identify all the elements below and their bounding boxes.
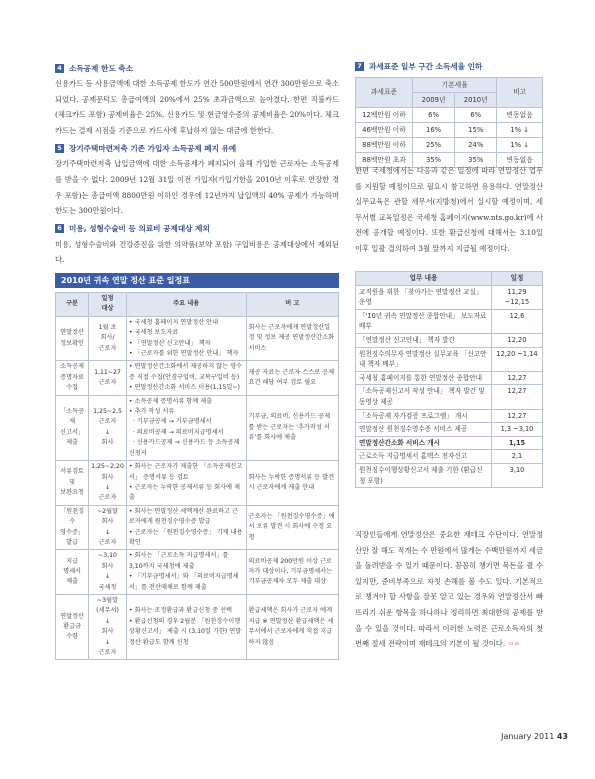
biz-task: 근로소득 지급명세서 홈택스 전자신고 (356, 450, 492, 464)
section-6-body: 미용, 성형수술비와 건강증진을 위한 의약품(보약 포함) 구입비용은 공제대상에서 제외된다. (55, 239, 339, 265)
tax-cell-y2010: 35% (455, 153, 497, 168)
header-date: 일정 (492, 272, 543, 286)
schedule-row (56, 316, 339, 361)
schedule-header-row (56, 293, 339, 317)
tax-cell-base: 88백만원 초과 (356, 153, 413, 168)
schedule-row (56, 550, 339, 595)
right-paragraph-2 (355, 527, 543, 653)
main-item: • 근로자는 「원천징수영수증」 기재 내용 확인 (128, 528, 245, 546)
tax-cell-base: 88백만원 이하 (356, 138, 413, 153)
schedule-line: 1,25~2,20 (91, 463, 124, 471)
row-gubun: 지급 명세서 제출 (56, 550, 89, 595)
biz-date: 12,20 ~1,14 (492, 347, 543, 371)
main-item: • 「근로자를 위한 연말정산 안내」 책자 (128, 350, 239, 358)
page-footer (501, 732, 568, 741)
biz-task: 「소득공제신고서 작성 안내」 책자 발간 및 동영상 제공 (356, 385, 492, 409)
schedule-line: 1,25~2,5 (93, 408, 122, 416)
right-paragraph-2-text: 직장인들에게 연말정산은 중요한 재테크 수단이다. 연말정산만 잘 해도 적게는 수 만원에서 많게는 수백만원까지 세금을 돌려받을 수 있기 때문이다. 꼼꼼히 챙기면 목돈을 쥘 수 있지만, 준비부족으로 자칫 손해를 볼 수도 있다. 기본적으로 챙겨야 할 사항을 잘못 알고 있는 경우와 연말정산서 빠뜨리기 쉬운 항목을 하나하나 정리하면 최대한의 공제를 받을 수 있을 것이다. 따라서 이러한 노력은 근로소득자의 첫 번째 절세 전략이며 재테크의 기본이 될 것이다. (355, 530, 543, 649)
section-7-heading (355, 60, 543, 72)
schedule-line: ~3,10 (98, 552, 117, 560)
biz-row (356, 333, 543, 347)
biz-row (356, 385, 543, 409)
tax-cell-base: 12백만원 이하 (356, 108, 413, 123)
row-note: 근로자는 「원천징수영수증」에서 오류 발견 시 회사에 수정 요청 (246, 505, 338, 550)
biz-date: 1,15 (492, 436, 543, 450)
tax-cell-note: 변동없음 (497, 108, 543, 123)
row-main (126, 395, 246, 460)
row-schedule (89, 594, 127, 659)
biz-body (356, 285, 543, 488)
row-schedule (89, 316, 127, 361)
section-4-body: 신용카드 등 사용금액에 대한 소득공제 한도가 연간 500만원에서 연간 300만원으로 축소되었다. 공제문턱도 총급여액의 20%에서 25% 초과금액으로 높아졌다. 한편 직불카드(체크카드 포함) 공제비율은 25%, 신용카드 및 현금영수증의 공제비율은 20%이다. 체크카드는 결제 시점을 기준으로 카드사에 후납하지 않는 대금에 한한다. (55, 79, 339, 135)
tax-cell-note: 1% ↓ (497, 138, 543, 153)
row-note: 환급세액은 회사가 근로자 에게 지급 ※ 연말정산 환급세액은 세무서에서 근로자에게 직접 지급하지 않음 (246, 594, 338, 659)
tax-cell-y2009: 35% (413, 153, 455, 168)
row-schedule (89, 395, 127, 460)
tax-row (356, 108, 543, 123)
section-number: 7 (355, 62, 364, 71)
row-gubun: 서류검토 및 보완요청 (56, 461, 89, 506)
biz-task: 연말정산 원천징수영수증 서비스 제공 (356, 423, 492, 437)
biz-date: 3,10 (492, 463, 543, 487)
biz-task: 원천징수이행상황신고서 제출 기한 (환급신청 포함) (356, 463, 492, 487)
section-title: 과세표준 일부 구간 소득세율 인하 (369, 61, 483, 71)
row-main (126, 461, 246, 506)
tax-cell-y2010: 15% (455, 123, 497, 138)
section-title: 장기주택마련저축 기존 가입자 소득공제 폐지 유예 (69, 143, 237, 153)
section-7-heading-wrap (355, 60, 543, 72)
schedule-line: 회사 ↓ 국세청 (98, 562, 117, 591)
schedule-row (56, 361, 339, 395)
biz-date: 1,3 ~3,10 (492, 423, 543, 437)
biz-date: 12,27 (492, 409, 543, 423)
main-item: • 국세청 홈페이지 연말정산 안내 (128, 318, 219, 326)
biz-date: 2,1 (492, 450, 543, 464)
biz-row (356, 463, 543, 487)
biz-row (356, 450, 543, 464)
header-gubun: 구분 (56, 293, 89, 317)
schedule-line: 1,11~27 (94, 368, 121, 376)
row-main (126, 316, 246, 361)
row-schedule (89, 505, 127, 550)
main-item: • 근로자는 누락한 공제서류 등 회사에 제출 (128, 483, 240, 502)
section-title: 미용, 성형수술비 등 의료비 공제대상 제외 (69, 224, 210, 234)
schedule-line: (세무서) ↓ 회사 ↓ 근로자 (96, 607, 119, 656)
tax-row (356, 138, 543, 153)
row-note: 제공 자료는 근로자 스스로 공제 요건 해당 여부 검토 필요 (246, 361, 338, 395)
biz-row (356, 347, 543, 371)
header-schedule: 일정 대상 (89, 293, 127, 317)
tax-cell-y2010: 24% (455, 138, 497, 153)
main-item: • 「기부금명세서」와 「의료비지급명세서」를 전산매체로 함께 제출 (128, 573, 239, 591)
schedule-line: ~3월말 (96, 596, 119, 604)
biz-date: 12,20 (492, 333, 543, 347)
schedule-body (56, 316, 339, 660)
biz-row (356, 309, 543, 333)
tax-cell-y2009: 6% (413, 108, 455, 123)
header-task: 업무 내용 (356, 272, 492, 286)
row-schedule (89, 461, 127, 506)
tax-rate-table (355, 77, 543, 168)
tax-cell-y2009: 16% (413, 123, 455, 138)
schedule-line: 근로자 (98, 379, 117, 387)
right-paragraph-1-wrap (355, 163, 543, 257)
section-5-body: 장기주택마련저축 납입금액에 대한 소득공제가 폐지되어 올해 가입한 근로자는 소득공제를 받을 수 없다. 2009년 12월 31일 이전 가입자(가입기한을 2010년 이후로 연장한 경우 포함)는 총급여액 8800만원 이하인 경우에 12년까지 납입액의 40% 공제가 가능하며 한도는 300만원이다. (55, 159, 339, 216)
business-schedule-table (355, 271, 543, 488)
schedule-row (56, 395, 339, 460)
schedule-line: 회사/ 근로자 (98, 334, 117, 352)
main-item: · 신용카드공제 → 신용카드 등 소득공제 신청서 (128, 439, 242, 457)
section-5-heading (55, 142, 339, 154)
main-item: • 국세청 보도자료 (128, 329, 179, 337)
left-column (55, 62, 339, 268)
row-main (126, 361, 246, 395)
schedule-table-title: 2010년 귀속 연말 정산 표준 일정표 (55, 273, 339, 288)
schedule-line: 1월 초 (98, 324, 117, 332)
tax-cell-base: 46백만원 이하 (356, 123, 413, 138)
section-4-heading (55, 62, 339, 74)
biz-date: 12,6 (492, 309, 543, 333)
biz-task: 연말정산간소화 서비스 개시 (356, 436, 492, 450)
row-gubun: 「원천징수 영수증」 발급 (56, 505, 89, 550)
schedule-table (55, 292, 339, 660)
main-item: · 기부금공제 → 기부금명세서 (128, 418, 212, 426)
schedule-row (56, 461, 339, 506)
main-item: • 회사는 근로자가 제출한 「소득공제신고서」 증명서류 등 검토 (128, 463, 243, 481)
end-mark: ㅇㅇ (508, 641, 520, 649)
section-number: 5 (55, 144, 64, 153)
tax-cell-y2010: 6% (455, 108, 497, 123)
row-note: 회사는 누락한 증명서류 등 발견 시 근로자에게 제출 안내 (246, 461, 338, 506)
header-2010: 2010년 (455, 93, 497, 108)
right-paragraph-2-wrap (355, 527, 543, 653)
row-gubun: 연말정산 정보확인 (56, 316, 89, 361)
schedule-line: 회사 ↓ 근로자 (98, 518, 117, 546)
row-main (126, 594, 246, 659)
row-schedule (89, 550, 127, 595)
right-paragraph-1: 한편 국세청에서는 다음과 같은 일정에 따라 연말정산 업무를 지원할 예정이므로 필요시 참고하면 유용하다. 연말정산 실무교육은 관할 세무서(지방청)에서 실시할 예정이며, 세무서별 교육일정은 국세청 홈페이지(www.nts.go.kr)에 사전에 공개할 예정이다. 또한 환급신청에 대해서는 3.10일 이후 일괄 결의하여 3월 말까지 지급될 예정이다. (355, 166, 543, 253)
biz-row (356, 436, 543, 450)
row-note: 의료비공제 200만원 이상 근로자가 대상이나, 기부금명세서는 기부금공제자 모두 제출 대상 (246, 550, 338, 595)
main-item: • 환급신청의 경우 2월분 「원천징수이행상황신고서」 제출 시 (3,10일 기한) 연말정산 환급도 함께 신청 (128, 617, 242, 646)
schedule-row (56, 594, 339, 659)
section-6-heading (55, 223, 339, 235)
biz-task: 국세청 홈페이지를 통한 연말정산 종합안내 (356, 371, 492, 385)
row-main (126, 505, 246, 550)
main-item: • 연말정산간소화에서 제공하지 않는 영수증 직접 수집(안경구입비, 교복구입비 등) (128, 363, 243, 381)
header-note: 비 고 (246, 293, 338, 317)
tax-header-row (356, 78, 543, 93)
section-number: 6 (55, 224, 64, 233)
biz-date: 11,29 ~12,15 (492, 285, 543, 309)
main-item: • 「연말정산 신고안내」 책자 (128, 339, 211, 347)
main-item: • 회사는 연말정산 세액계산 완료하고 근로자에게 원천징수영수증 발급 (128, 507, 239, 526)
row-gubun: 「소득공제 신고서」 제출 (56, 395, 89, 460)
tax-cell-note: 1% ↓ (497, 123, 543, 138)
tax-body (356, 108, 543, 168)
footer-month: January 2011 (501, 732, 555, 741)
biz-task: 「소득공제 자가검증 프로그램」 개시 (356, 409, 492, 423)
tax-cell-y2009: 25% (413, 138, 455, 153)
header-main: 주요 내용 (126, 293, 246, 317)
biz-task: 교직원을 위한 「찾아가는 연말정산 교실」 운영 (356, 285, 492, 309)
main-item: • 추가 작성 서류 (128, 408, 175, 416)
header-2009: 2009년 (413, 93, 455, 108)
header-rate: 기본세율 (413, 78, 497, 93)
biz-row (356, 409, 543, 423)
row-gubun: 소득공제 증명자료 수집 (56, 361, 89, 395)
biz-task: 「'10년 귀속 연말정산 종합안내」 보도자료 배부 (356, 309, 492, 333)
biz-header-row (356, 272, 543, 286)
biz-row (356, 371, 543, 385)
section-title: 소득공제 한도 축소 (69, 63, 133, 73)
main-item: • 소득공제 증명서류 함께 제출 (128, 397, 213, 405)
main-item: • 회사는 조정환급과 환급신청 중 선택 (128, 607, 233, 615)
row-main (126, 550, 246, 595)
biz-date: 12,27 (492, 385, 543, 409)
schedule-line: ~2월말 (96, 507, 119, 515)
row-note: 기부금, 의료비, 신용카드 공제를 받는 근로자는 '추가작성 서류'를 회사에 제출 (246, 395, 338, 460)
main-item: • 연말정산간소화 서비스 이용(1,15일~) (128, 384, 240, 392)
main-item: · 의료비공제 → 의료비지급명세서 (128, 428, 224, 436)
biz-row (356, 423, 543, 437)
section-number: 4 (55, 64, 64, 73)
biz-row (356, 285, 543, 309)
tax-row (356, 123, 543, 138)
biz-task: 「연말정산 신고안내」 책자 발간 (356, 333, 492, 347)
schedule-line: 회사 ↓ 근로자 (98, 473, 117, 502)
row-schedule (89, 361, 127, 395)
schedule-row (56, 505, 339, 550)
schedule-line: 근로자 ↓ 회사 (98, 418, 117, 447)
tax-cell-note: 변동없음 (497, 153, 543, 168)
biz-date: 12,27 (492, 371, 543, 385)
biz-task: 원천징수의무자 연말정산 실무교육 「신고안내 책자 배부」 (356, 347, 492, 371)
main-item: • 회사는 「근로소득 지급명세서」를 3,10까지 국세청에 제출 (128, 552, 231, 570)
page-number: 43 (556, 732, 568, 741)
header-note: 비고 (497, 78, 543, 108)
row-note: 회사는 근로자에게 연말정산일정 및 정보 제공 연말정산간소화 서비스 (246, 316, 338, 361)
row-gubun: 연말정산 환급금 수령 (56, 594, 89, 659)
header-base: 과세표준 (356, 78, 413, 108)
